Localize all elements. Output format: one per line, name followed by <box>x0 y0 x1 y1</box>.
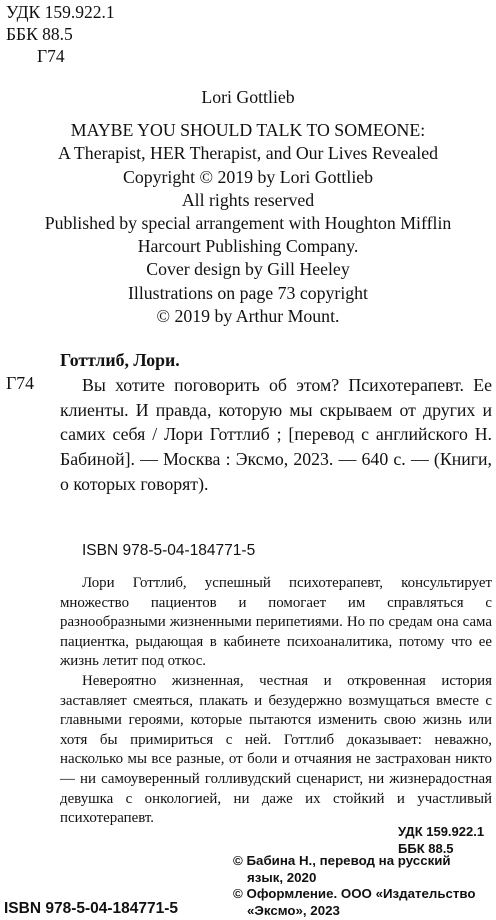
license-author: Lori Gottlieb <box>201 87 295 107</box>
license-title-line2: A Therapist, HER Therapist, and Our Lives Revealed <box>57 143 439 164</box>
license-published-line2: Harcourt Publishing Company. <box>137 236 359 257</box>
license-rights: All rights reserved <box>181 189 315 210</box>
bib-description: Вы хотите поговорить об этом? Психотерапевт. Ее клиенты. И правда, которую мы скрываем от других и самих себя / Лори Готтлиб ; [перевод с английского Н. Бабиной]. — Москва : Эксмо, 2023. — 640 с. — (Книги, о которых говорят). <box>60 374 492 494</box>
license-illustrations-line2: © 2019 by Arthur Mount. <box>156 305 340 326</box>
author-sign: Г74 <box>37 46 65 66</box>
footer-bbk: ББК 88.5 <box>398 841 454 856</box>
license-block <box>0 86 496 328</box>
annotation-paragraph-1: Лори Готтлиб, успешный психотерапевт, консультирует множество пациентов и помогает им справляться с разнообразными жизненными перипетиями. Но по средам она сама пациентка, рыдающая в кабинете психоаналитика, потому что ее жизнь летит под откос. <box>60 575 492 670</box>
bibliographic-record <box>60 348 492 497</box>
license-copyright: Copyright © 2019 by Lori Gottlieb <box>122 166 374 187</box>
license-cover: Cover design by Gill Heeley <box>146 259 350 280</box>
udk-code: УДК 159.922.1 <box>6 2 115 22</box>
copyright-notices <box>233 853 476 919</box>
bib-isbn: ISBN 978-5-04-184771-5 <box>82 542 256 559</box>
design-copyright-line1: © Оформление. ООО «Издательство <box>233 886 476 902</box>
bbk-code: ББК 88.5 <box>6 24 73 44</box>
annotation <box>60 574 492 829</box>
bib-author-heading: Готтлиб, Лори. <box>60 350 180 370</box>
design-copyright-line2: «Эксмо», 2023 <box>247 902 340 918</box>
annotation-paragraph-2: Невероятно жизненная, честная и откровенная история заставляет смеяться, плакать и безудержно возмущаться вместе с главными героями, которые пытаются изменить свою жизнь или хотя бы примириться с ней. Готтлиб доказывает: неважно, насколько мы все разные, от боли и отчаяния не застрахован никто — ни самоуверенный голливудский сценарист, ни жизнерадостная девушка с онкологией, ни даже их стойкий и участливый психотерапевт. <box>60 672 492 827</box>
footer-isbn: ISBN 978-5-04-184771-5 <box>4 900 179 917</box>
license-title-line1: MAYBE YOU SHOULD TALK TO SOMEONE: <box>70 120 426 141</box>
bib-author-sign: Г74 <box>6 373 35 393</box>
translation-copyright-line2: язык, 2020 <box>247 869 317 885</box>
footer-udk: УДК 159.922.1 <box>398 824 485 839</box>
translation-copyright-line1: © Бабина Н., перевод на русский <box>233 853 451 868</box>
license-illustrations-line1: Illustrations on page 73 copyright <box>127 282 368 303</box>
license-published-line1: Published by special arrangement with Houghton Mifflin <box>44 213 452 234</box>
footer-classification <box>398 823 484 857</box>
